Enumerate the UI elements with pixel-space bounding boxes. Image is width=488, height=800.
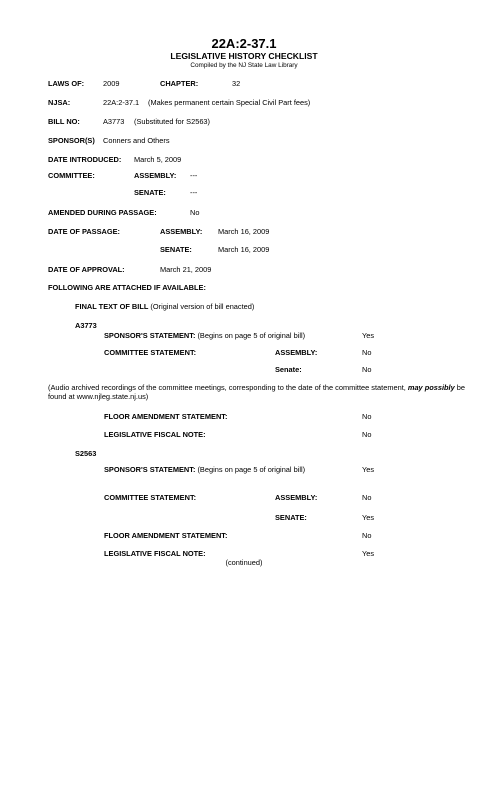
statute-title: 22A:2-37.1 xyxy=(211,36,277,51)
date-of-approval-value: March 21, 2009 xyxy=(160,265,212,274)
njsa-value: 22A:2-37.1 xyxy=(103,98,140,107)
laws-of-label: LAWS OF: xyxy=(48,79,85,88)
a3773-label: A3773 xyxy=(75,321,97,330)
final-text-note: (Original version of bill enacted) xyxy=(150,302,255,311)
a3773-assembly-value: No xyxy=(362,348,372,357)
continued-note: (continued) xyxy=(225,558,263,567)
s2563-sponsor-value: Yes xyxy=(362,465,375,474)
a3773-sponsor-note: (Begins on page 5 of original bill) xyxy=(197,331,306,340)
compiled-by: Compiled by the NJ State Law Library xyxy=(190,62,298,69)
s2563-senate-value: Yes xyxy=(362,513,375,522)
s2563-label: S2563 xyxy=(75,449,97,458)
committee-assembly-label: ASSEMBLY: xyxy=(134,171,177,180)
passage-senate-value: March 16, 2009 xyxy=(218,245,270,254)
passage-senate-label: SENATE: xyxy=(160,245,192,254)
audio-note-part-3: be found at www.njleg.state.nj.us) xyxy=(48,383,465,401)
s2563-fiscal-label: LEGISLATIVE FISCAL NOTE: xyxy=(104,549,206,558)
amended-label: AMENDED DURING PASSAGE: xyxy=(48,208,157,217)
audio-note-emphasis: may possibly xyxy=(407,383,455,392)
s2563-floor-value: No xyxy=(362,531,372,540)
a3773-fiscal-value: No xyxy=(362,430,372,439)
s2563-sponsor-label: SPONSOR'S STATEMENT: xyxy=(104,465,196,474)
a3773-committee-label: COMMITTEE STATEMENT: xyxy=(104,348,197,357)
chapter-value: 32 xyxy=(232,79,241,88)
amended-value: No xyxy=(190,208,200,217)
attached-heading: FOLLOWING ARE ATTACHED IF AVAILABLE: xyxy=(48,283,206,292)
date-of-passage-label: DATE OF PASSAGE: xyxy=(48,227,120,236)
a3773-assembly-label: ASSEMBLY: xyxy=(275,348,318,357)
audio-note-part-1: (Audio archived recordings of the committee meetings, corresponding to the date of the committee statement, xyxy=(48,383,406,392)
s2563-assembly-label: ASSEMBLY: xyxy=(275,493,318,502)
sponsors-label: SPONSOR(S) xyxy=(48,136,95,145)
date-introduced-value: March 5, 2009 xyxy=(134,155,182,164)
a3773-senate-value: No xyxy=(362,365,372,374)
bill-substitution-note: (Substituted for S2563) xyxy=(134,117,211,126)
a3773-senate-label: Senate: xyxy=(275,365,302,374)
s2563-committee-label: COMMITTEE STATEMENT: xyxy=(104,493,197,502)
a3773-sponsor-label: SPONSOR'S STATEMENT: xyxy=(104,331,196,340)
s2563-sponsor-note: (Begins on page 5 of original bill) xyxy=(197,465,306,474)
passage-assembly-value: March 16, 2009 xyxy=(218,227,270,236)
a3773-sponsor-value: Yes xyxy=(362,331,375,340)
bill-no-label: BILL NO: xyxy=(48,117,80,126)
s2563-floor-label: FLOOR AMENDMENT STATEMENT: xyxy=(104,531,228,540)
a3773-sponsor-row xyxy=(104,332,305,341)
s2563-senate-label: SENATE: xyxy=(275,513,307,522)
final-text-row xyxy=(75,303,254,312)
audio-archive-note xyxy=(48,384,478,402)
a3773-fiscal-label: LEGISLATIVE FISCAL NOTE: xyxy=(104,430,206,439)
s2563-sponsor-row xyxy=(104,466,305,475)
committee-label: COMMITTEE: xyxy=(48,171,95,180)
s2563-fiscal-value: Yes xyxy=(362,549,375,558)
checklist-subtitle: LEGISLATIVE HISTORY CHECKLIST xyxy=(170,51,318,61)
a3773-floor-value: No xyxy=(362,412,372,421)
committee-senate-value: --- xyxy=(190,188,198,197)
chapter-label: CHAPTER: xyxy=(160,79,199,88)
committee-assembly-value: --- xyxy=(190,171,198,180)
final-text-label: FINAL TEXT OF BILL xyxy=(75,302,149,311)
date-introduced-label: DATE INTRODUCED: xyxy=(48,155,122,164)
date-of-approval-label: DATE OF APPROVAL: xyxy=(48,265,125,274)
bill-no-value: A3773 xyxy=(103,117,125,126)
a3773-floor-label: FLOOR AMENDMENT STATEMENT: xyxy=(104,412,228,421)
passage-assembly-label: ASSEMBLY: xyxy=(160,227,203,236)
njsa-label: NJSA: xyxy=(48,98,71,107)
committee-senate-label: SENATE: xyxy=(134,188,166,197)
sponsors-value: Conners and Others xyxy=(103,136,170,145)
njsa-description: (Makes permanent certain Special Civil Part fees) xyxy=(148,98,311,107)
s2563-assembly-value: No xyxy=(362,493,372,502)
laws-of-value: 2009 xyxy=(103,79,120,88)
